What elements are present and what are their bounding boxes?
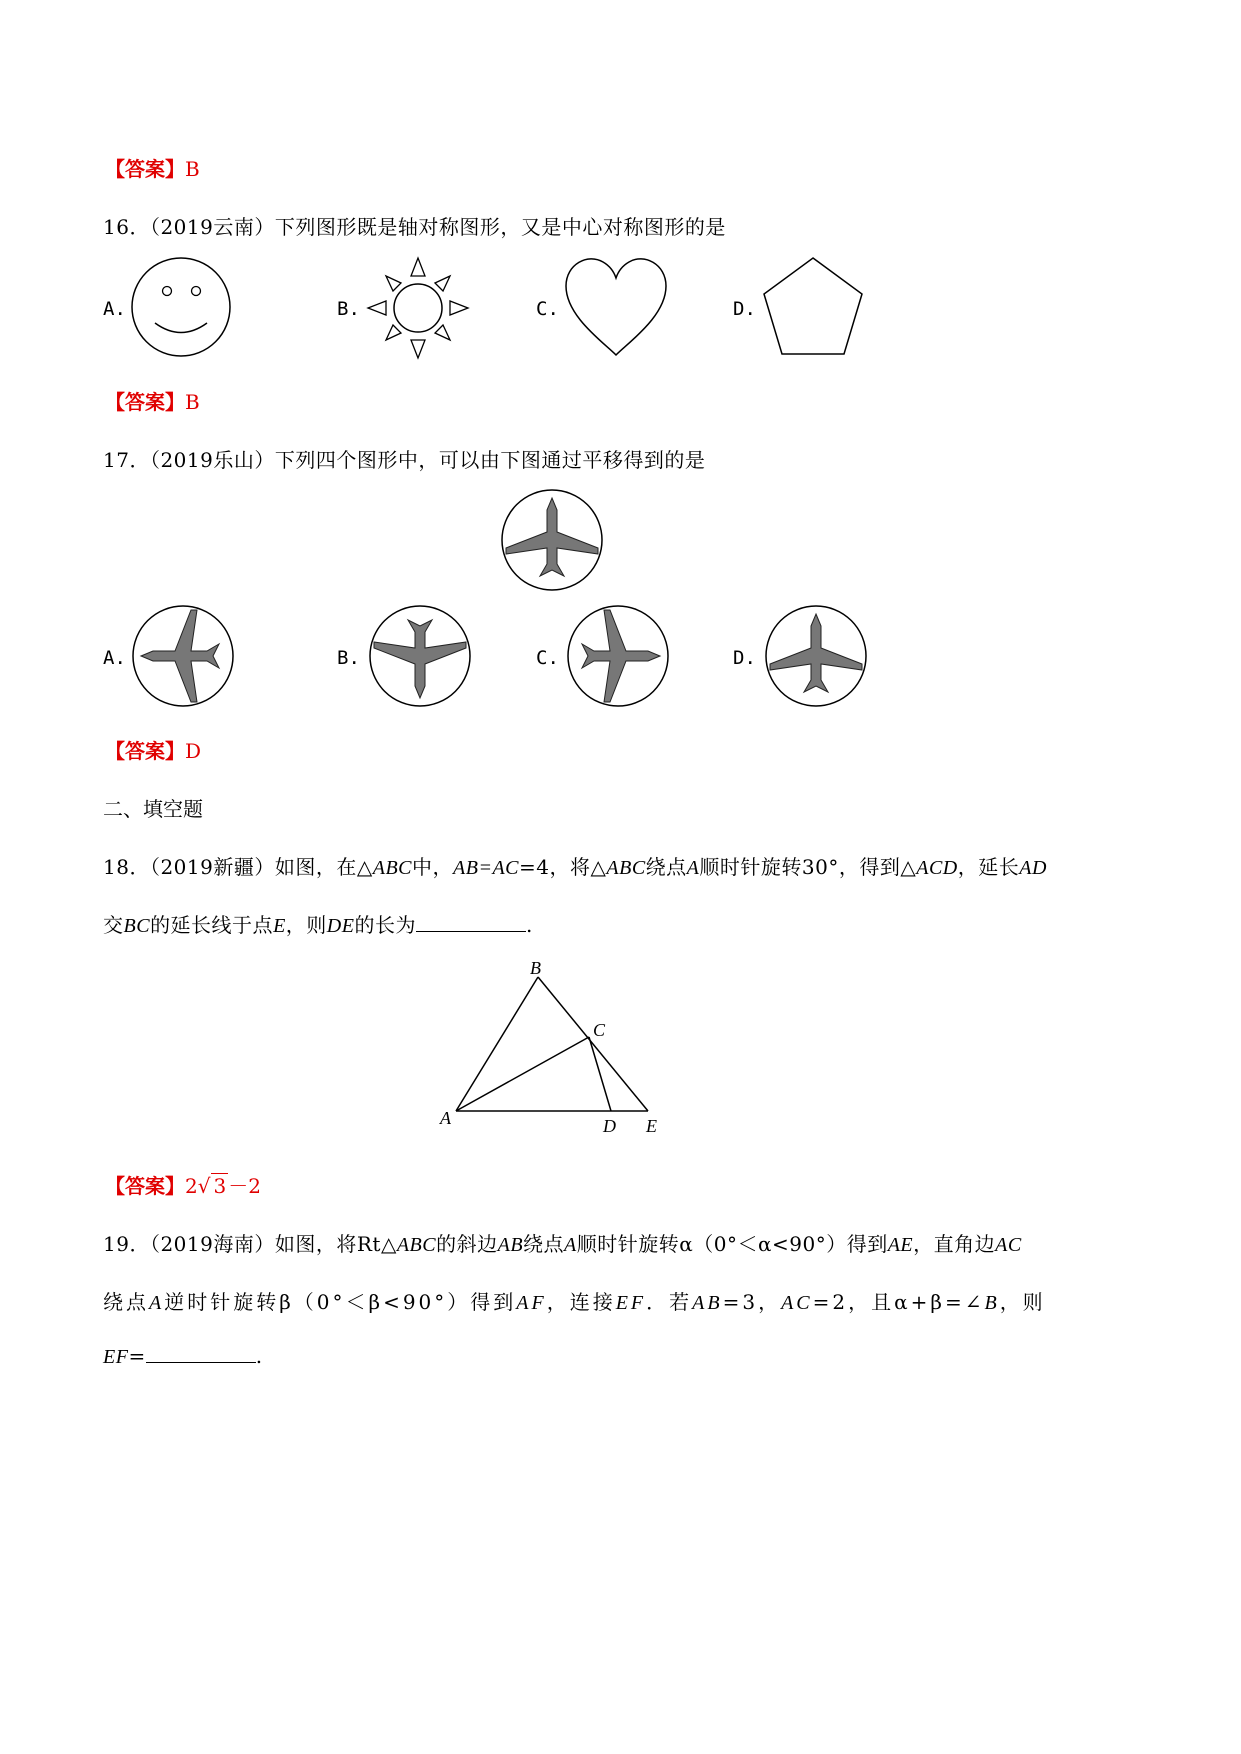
answer-line-q17 (105, 735, 201, 764)
option-d-label: D. (733, 298, 756, 320)
label-e: E (646, 1116, 657, 1136)
question-number: 16． (103, 215, 150, 239)
question-number: 17． (103, 448, 150, 472)
smiley-face-figure (130, 256, 232, 358)
option-d-airplane-figure (764, 604, 868, 708)
answer-line-q16 (105, 386, 200, 415)
answer-value: B (185, 390, 200, 414)
option-a-airplane-figure (131, 604, 235, 708)
question-text: （2019乐山）下列四个图形中，可以由下图通过平移得到的是 (149, 448, 706, 472)
question-18-line-2: 交BC的延长线于点E，则DE的长为 . (103, 913, 533, 937)
question-19-line-3: EF= . (103, 1344, 263, 1368)
pentagon-figure (762, 256, 864, 358)
triangle-figure (436, 955, 666, 1140)
option-b-label: B. (337, 647, 360, 669)
label-a: A (440, 1108, 451, 1128)
answer-blank (146, 1344, 256, 1363)
sun-figure (366, 256, 470, 360)
question-17 (103, 444, 705, 473)
label-b: B (530, 958, 541, 978)
question-18-line-1: 18．（2019新疆）如图，在△ABC中，AB=AC=4，将△ABC绕点A顺时针旋转30°，得到△ACD，延长AD (103, 855, 1047, 879)
answer-line-q15 (105, 153, 200, 182)
reference-airplane-figure (500, 488, 604, 592)
answer-label: 【答案】 (105, 739, 185, 763)
option-d-label: D. (733, 647, 756, 669)
option-a-label: A. (103, 298, 126, 320)
option-c-label: C. (536, 647, 559, 669)
heart-figure (563, 256, 669, 358)
option-b-airplane-figure (368, 604, 472, 708)
option-b-label: B. (337, 298, 360, 320)
question-16 (103, 211, 726, 240)
option-c-airplane-figure (566, 604, 670, 708)
section-heading: 二、填空题 (103, 797, 203, 821)
question-text: （2019云南）下列图形既是轴对称图形，又是中心对称图形的是 (149, 215, 726, 239)
label-c: C (593, 1020, 606, 1040)
answer-label: 【答案】 (105, 157, 185, 181)
answer-label: 【答案】 (105, 390, 185, 414)
answer-value: B (185, 157, 200, 181)
option-a-label: A. (103, 647, 126, 669)
sqrt-sign: √ 3 (197, 1174, 227, 1198)
question-19-line-2: 绕点A逆时针旋转β（0°＜β<90°）得到AF，连接EF．若AB=3，AC=2，且α+β=∠B，则 (103, 1290, 1046, 1314)
answer-line-q18: 【答案】2√ 3 －2 (105, 1174, 261, 1198)
answer-value: D (185, 739, 202, 763)
option-c-label: C. (536, 298, 559, 320)
question-19-line-1: 19．（2019海南）如图，将Rt△ABC的斜边AB绕点A顺时针旋转α（0°＜α<90°）得到AE，直角边AC (103, 1232, 1022, 1256)
answer-label: 【答案】 (105, 1174, 185, 1198)
label-d: D (603, 1116, 616, 1136)
answer-blank (416, 913, 526, 932)
